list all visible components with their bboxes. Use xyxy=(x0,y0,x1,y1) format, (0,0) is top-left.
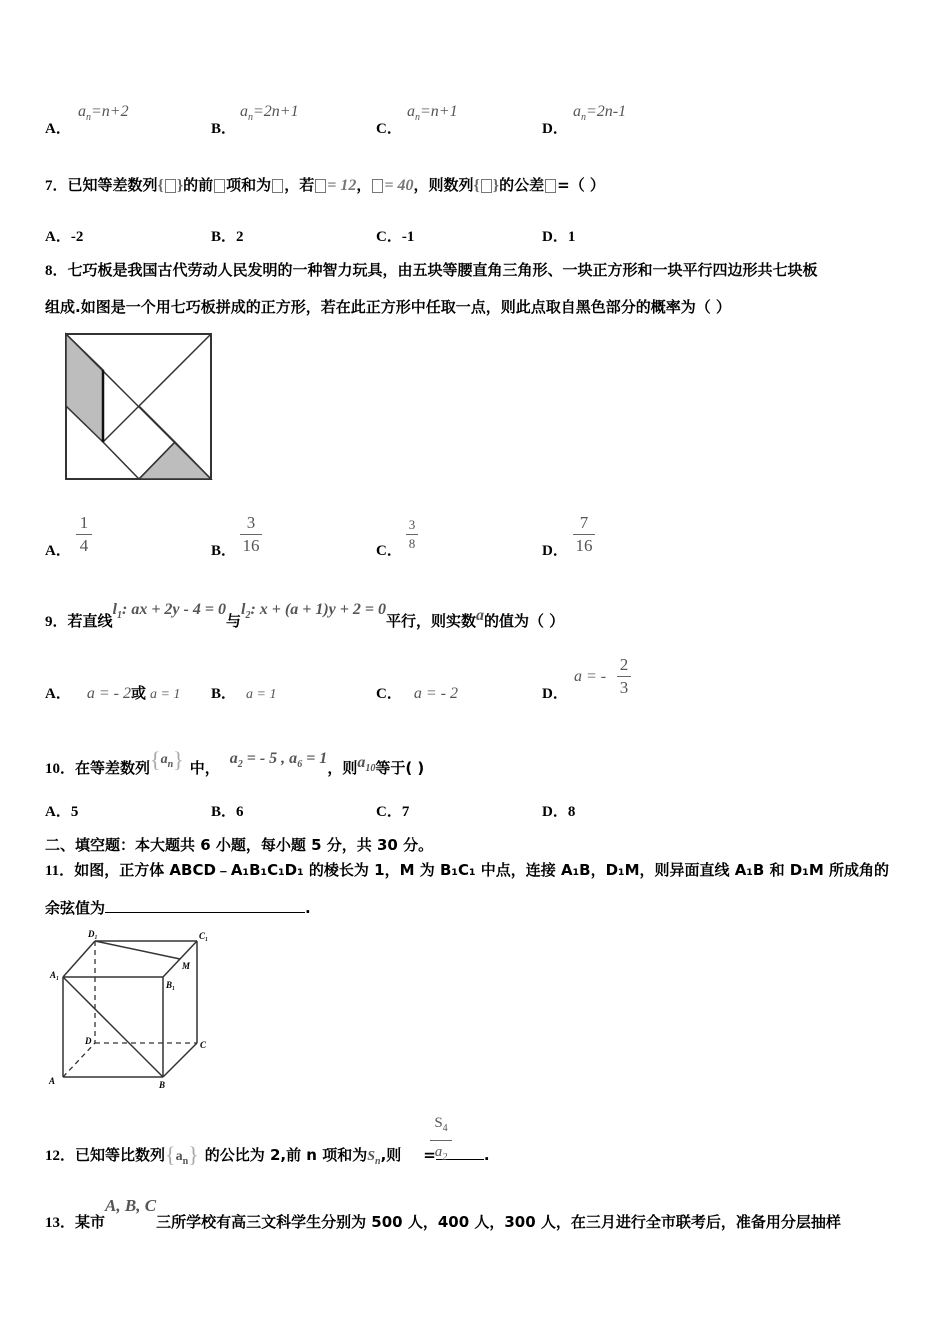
cube-label-c1: C₁ xyxy=(199,931,209,941)
q7-stem: 7．已知等差数列{ }的前 项和为 ，若 = 12， = 40，则数列{ }的公差 =（ ） xyxy=(45,176,605,194)
q10-option-d: D．8 xyxy=(542,804,576,820)
q8-option-a-fraction: 1 4 xyxy=(76,513,92,556)
q9-stem: 9．若直线$l_1$: ax + 2y - 4 = 0与$l_2$: x + (a + 1)y + 2 = 0平行，则实数a的值为（ ） xyxy=(45,601,565,630)
section2-heading: 二、填空题：本大题共 6 小题，每小题 5 分，共 30 分。 xyxy=(45,836,434,854)
q12-stem: 12．已知等比数列$\{a_n\}$ 的公比为 2,前 n 项和为$S_n$,则 = . xyxy=(45,1142,490,1167)
tangram-figure xyxy=(60,330,220,485)
q11-answer-blank[interactable] xyxy=(105,912,305,913)
q9-option-c: C． a = - 2 xyxy=(376,685,458,702)
q8-option-b-fraction: 3 16 xyxy=(240,513,262,556)
q11-stem-line1: 11．如图，正方体 ABCD﹣A₁B₁C₁D₁ 的棱长为 1，M 为 B₁C₁ 中点，连接 A₁B，D₁M，则异面直线 A₁B 和 D₁M 所成角的 xyxy=(45,861,889,879)
q10-stem: 10．在等差数列$\{a_n\}$ 中，$a_2$ = - 5 , $a_6 = 1$，则$a_{10}$等于( ) xyxy=(45,747,425,777)
q8-option-d-fraction: 7 16 xyxy=(573,513,595,556)
cube-label-c: C xyxy=(200,1040,207,1050)
q8-option-d-label: D． xyxy=(542,543,568,559)
q8-stem-line2: 组成.如图是一个用七巧板拼成的正方形，若在此正方形中任取一点，则此点取自黑色部分的概率为（ ） xyxy=(45,298,731,316)
q7-option-d: D．1 xyxy=(542,229,576,245)
q8-option-a-label: A． xyxy=(45,543,71,559)
q8-option-c-fraction: 3 8 xyxy=(406,517,418,552)
q10-option-b: B．6 xyxy=(211,804,244,820)
cube-label-m: M xyxy=(182,961,191,971)
q9-option-d-fraction: 2 3 xyxy=(617,655,631,698)
cube-label-d1: D₁ xyxy=(88,929,98,939)
q10-option-c: C．7 xyxy=(376,804,410,820)
cube-label-b1: B₁ xyxy=(166,980,176,990)
q7-option-c: C．-1 xyxy=(376,229,415,245)
q9-option-d-label: D． xyxy=(542,686,568,702)
q8-stem-line1: 8．七巧板是我国古代劳动人民发明的一种智力玩具，由五块等腰直角三角形、一块正方形和一块平行四边形共七块板 xyxy=(45,261,818,279)
q8-option-c-label: C． xyxy=(376,543,402,559)
cube-figure xyxy=(45,925,220,1095)
q12-fraction: $S_4$ $a_2$ xyxy=(430,1113,452,1168)
q9-option-d-expr: a = - xyxy=(574,668,607,685)
cube-label-a1: A₁ xyxy=(50,970,60,980)
q11-stem-line2: 余弦值为 . xyxy=(45,899,311,917)
q7-option-a: A．-2 xyxy=(45,229,84,245)
cube-label-d: D xyxy=(85,1036,92,1046)
q9-option-a: A． a = - 2或 a = 1 xyxy=(45,684,181,702)
cube-label-a: A xyxy=(49,1076,56,1086)
q9-option-b: B． a = 1 xyxy=(211,686,277,702)
q7-option-b: B．2 xyxy=(211,229,244,245)
q13-stem: 13．某市A, B, C三所学校有高三文科学生分别为 500 人，400 人，300 人，在三月进行全市联考后，准备用分层抽样 xyxy=(45,1196,841,1231)
cube-label-b: B xyxy=(159,1080,166,1090)
q10-option-a: A．5 xyxy=(45,804,79,820)
q8-option-b-label: B． xyxy=(211,543,237,559)
exam-page: A． $a_n=n+2$ B． $a_n=2n+1$ C． $a_n=n+1$ D． $a_n=2n-1$ 7．已知等差数列{ }的前 项和为 ，若 = 12， = 40，则数列{ }的公差 =（ ） A．-2 B．2 C．-1 D．1 8．七巧板是我国古代劳动人民发明的一种智力玩具，由五块等腰直角三角形、一块正方形和一块平行四边形共七块板 组成.如图是一个用七巧板拼成的正方形，若在此正方形中任取一点，则此点取自黑色部分的概率为（ ） A． 1 4 B． 3 16 C． 3 8 D． 7 16 9．若直线$l_1$: ax + 2y - 4 = 0与$l_2$: x + (a + 1)y + 2 = 0平行，则实数a的值为（ ） A． a = - 2或 a = 1 B． a = 1 C． a = - 2 D． a = - 2 3 10．在等差数列$\{a_n\}$ 中，$a_2$ = - 5 , $a_6 = 1$，则$a_{10}$等于( ) A．5 B．6 C．7 D．8 二、填空题：本大题共 6 小题，每小题 5 分，共 30 分。 11．如图，正方体 ABCD﹣A₁B₁C₁D₁ 的棱长为 1，M 为 B₁C₁ 中点，连接 A₁B，D₁M，则异面直线 A₁B 和 D₁M 所成角的 余弦值为 . D₁ C₁ A₁ B₁ M D C A B 12．已知等比数列$\{a_n\}$ 的公比为 2,前 n 项和为$S_n$,则 = . $S_4$ $a_2$ 13．某市A, B, C三所学校有高三文科学生分别为 500 人，400 人，300 人，在三月进行全市联考后，准备用分层抽样 xyxy=(45,103,889,1231)
